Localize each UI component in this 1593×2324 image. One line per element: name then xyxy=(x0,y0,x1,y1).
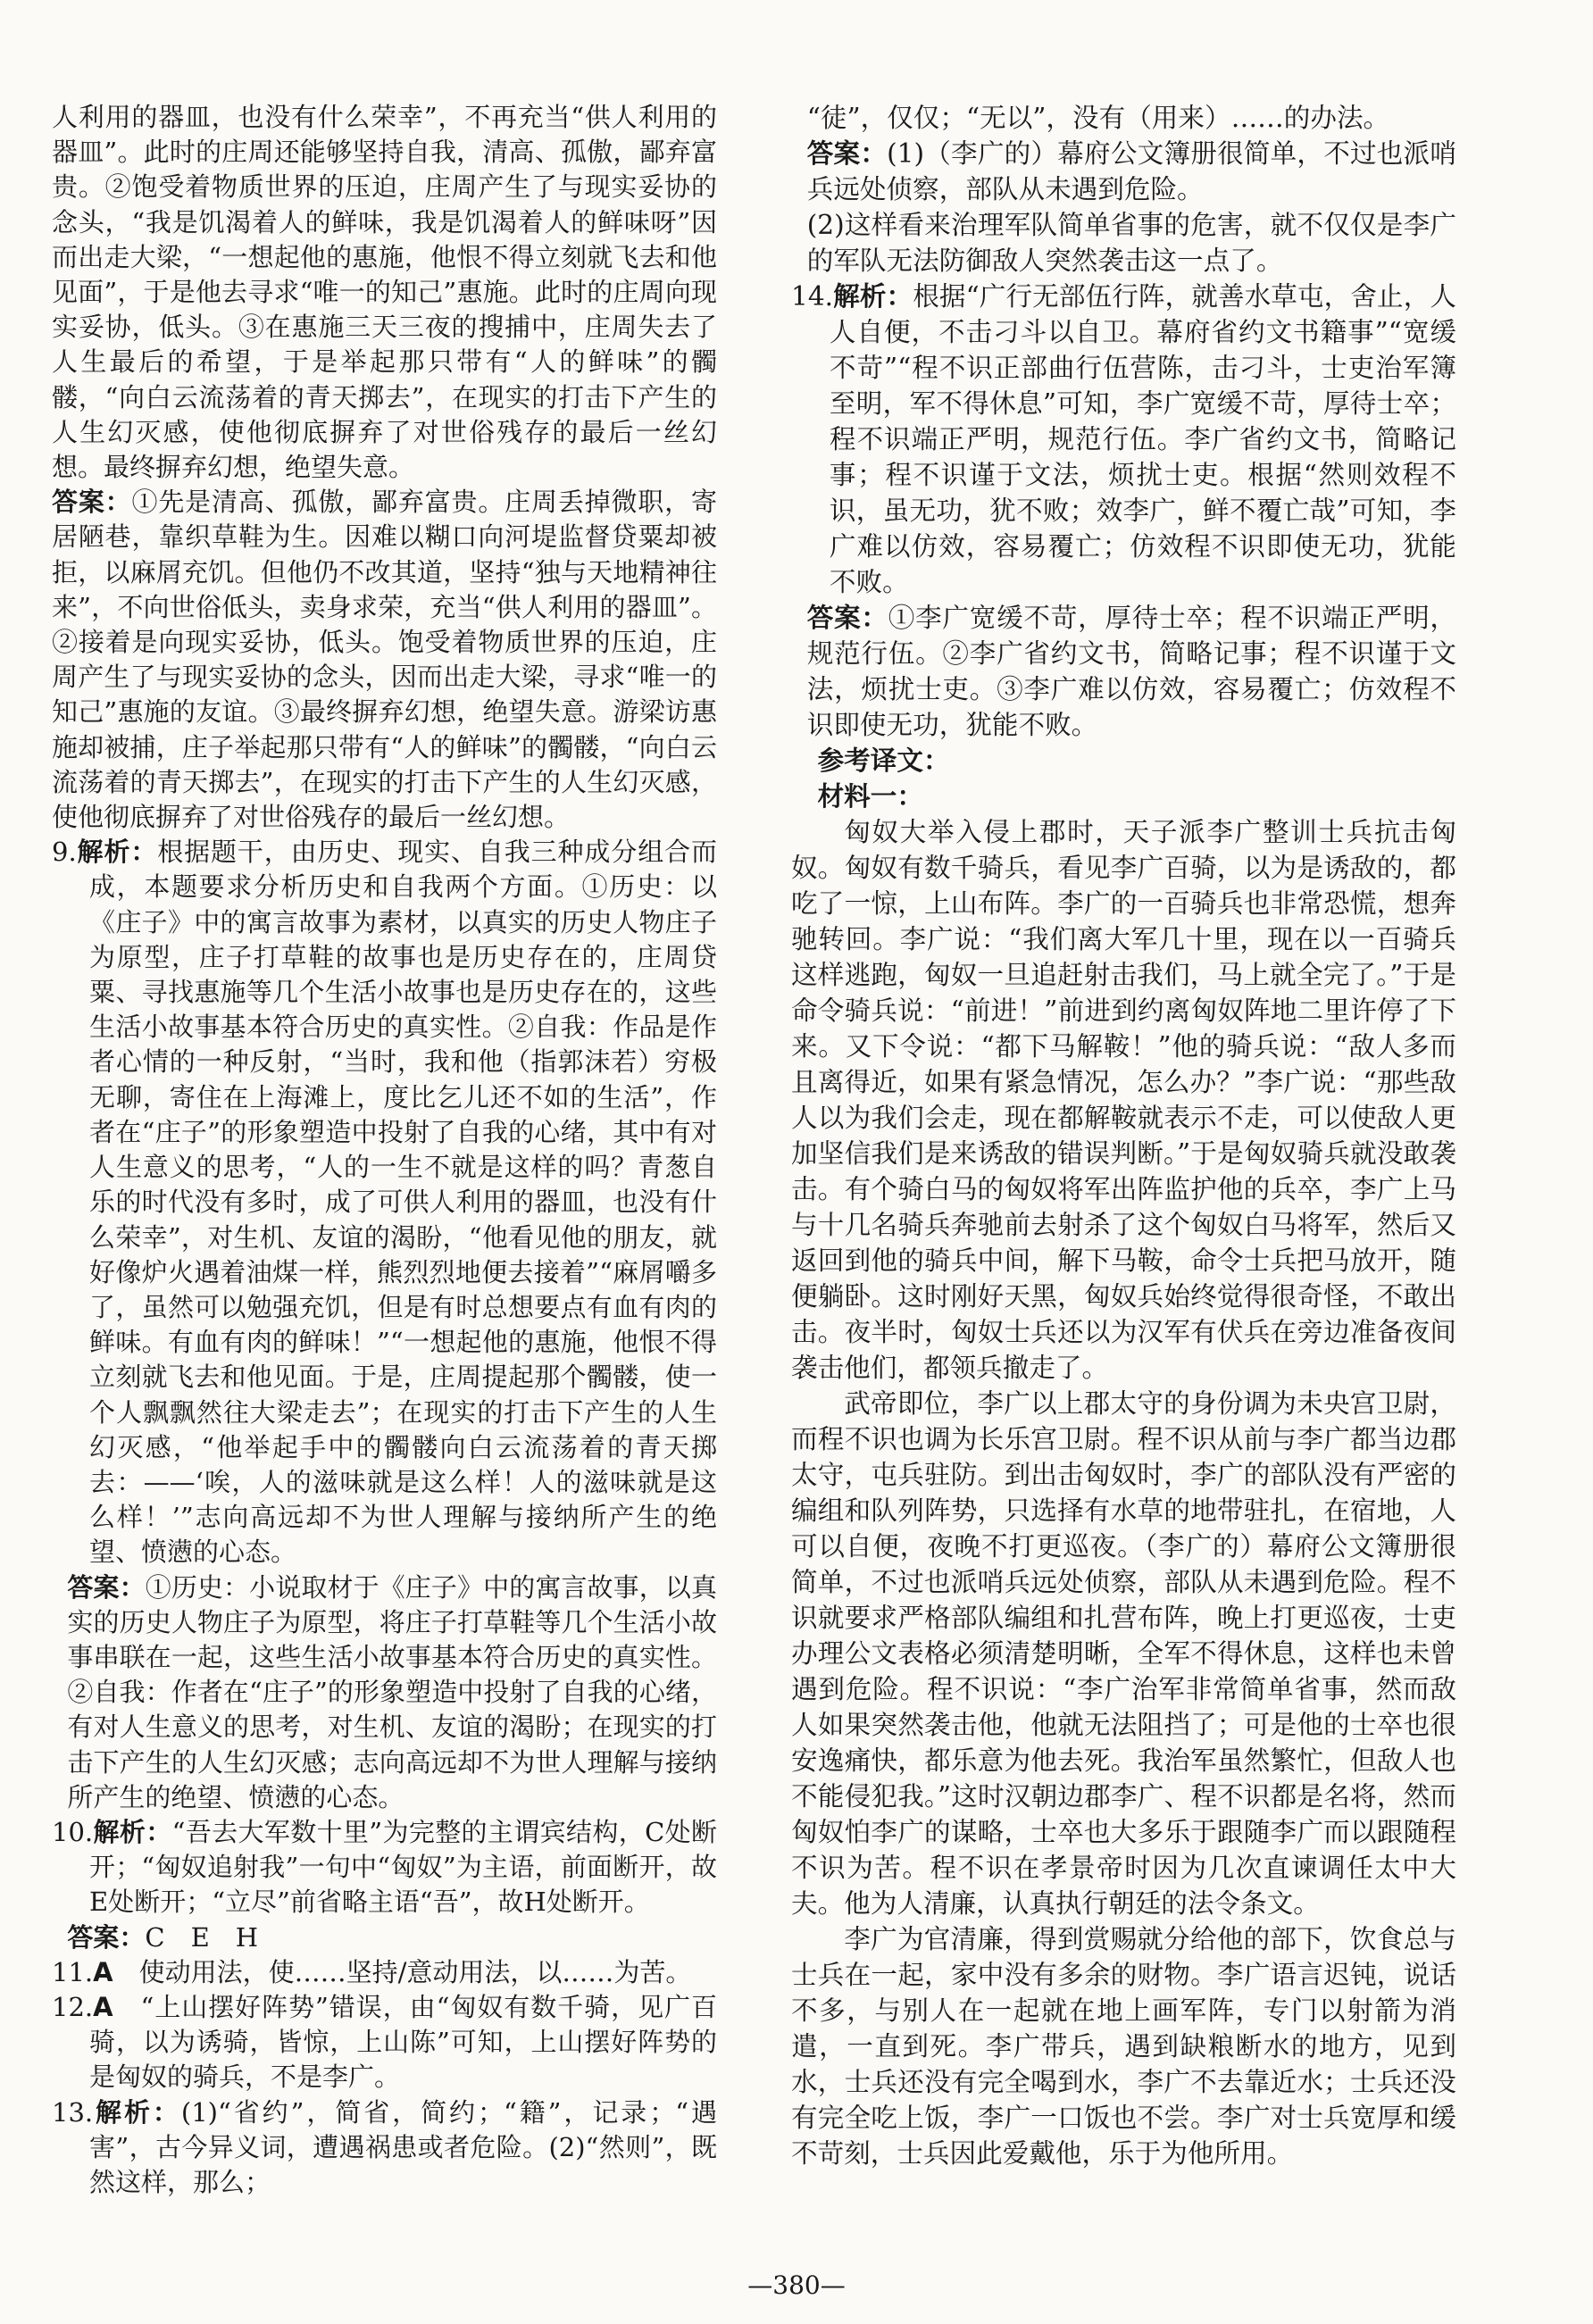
right-column xyxy=(791,100,1456,2171)
answer-text: C E H xyxy=(145,1921,259,1953)
analysis-label: 解析： xyxy=(833,281,913,312)
question-number: 13. xyxy=(52,2096,94,2128)
question-13 xyxy=(52,2095,717,2201)
question-12 xyxy=(52,1990,717,2095)
translation-paragraph-3: 李广为官清廉，得到赏赐就分给他的部下，饮食总与士兵在一起，家中没有多余的财物。李广语言迟钝，说话不多，与别人在一起就在地上画军阵，专门以射箭为消遣，一直到死。李广带兵，遇到缺粮断水的地方，见到水，士兵还没有完全喝到水，李广不去靠近水；士兵还没有完全吃上饭，李广一口饭也不尝。李广对士兵宽厚和缓不苛刻，士兵因此爱戴他，乐于为他所用。 xyxy=(791,1924,1456,2169)
question-number: 14. xyxy=(791,281,834,312)
question-9 xyxy=(52,835,717,1570)
answer-choice: A xyxy=(93,1991,113,2022)
analysis-text: “吾去大军数十里”为完整的主谓宾结构，C处断开；“匈奴追射我”一句中“匈奴”为主语，前面断开，故E处断开；“立尽”前省略主语“吾”，故H处断开。 xyxy=(89,1816,717,1918)
question-14 xyxy=(791,279,1456,600)
answer-q13 xyxy=(791,136,1456,207)
reference-translation-heading: 参考译文： xyxy=(817,746,950,776)
question-10 xyxy=(52,1815,717,1920)
analysis-label: 解析： xyxy=(93,1816,172,1847)
left-column xyxy=(52,100,717,2200)
translation-paragraph-1: 匈奴大举入侵上郡时，天子派李广整训士兵抗击匈奴。匈奴有数千骑兵，看见李广百骑，以为是诱敌的，都吃了一惊，上山布阵。李广的一百骑兵也非常恐慌，想奔驰转回。李广说：“我们离大军几十里，现在以一百骑兵这样逃跑，匈奴一旦追赶射击我们，马上就全完了。”于是命令骑兵说：“前进！”前进到约离匈奴阵地二里许停了下来。又下令说：“都下马解鞍！”他的骑兵说：“敌人多而且离得近，如果有紧急情况，怎么办？”李广说：“那些敌人以为我们会走，现在都解鞍就表示不走，可以使敌人更加坚信我们是来诱敌的错误判断。”于是匈奴骑兵就没敢袭击。有个骑白马的匈奴将军出阵监护他的兵卒，李广上马与十几名骑兵奔驰前去射杀了这个匈奴白马将军，然后又返回到他的骑兵中间，解下马鞍，命令士兵把马放开，随便躺卧。这时刚好天黑，匈奴兵始终觉得很奇怪，不敢出击。夜半时，匈奴士兵还以为汉军有伏兵在旁边准备夜间袭击他们，都领兵撤走了。 xyxy=(791,817,1456,1383)
page-number: —380— xyxy=(747,2270,846,2300)
answer-text-1: (1)（李广的）幕府公文簿册很简单，不过也派哨兵远处侦察，部队从未遇到危险。 xyxy=(806,138,1456,204)
question-11 xyxy=(52,1955,717,1990)
question-number: 9. xyxy=(52,837,77,868)
material-one-heading: 材料一： xyxy=(817,781,923,812)
analysis-label: 解析： xyxy=(93,2096,181,2128)
answer-q14 xyxy=(791,600,1456,743)
answer-text: ①历史：小说取材于《庄子》中的寓言故事，以真实的历史人物庄子为原型，将庄子打草鞋等几个生活小故事串联在一起，这些生活小故事基本符合历史的真实性。②自我：作者在“庄子”的形象塑造中投射了自我的心绪，有对人生意义的思考，对生机、友谊的渴盼；在现实的打击下产生的人生幻灭感；志向高远却不为世人理解与接纳所产生的绝望、愤懑的心态。 xyxy=(67,1571,717,1812)
analysis-text: 根据“广行无部伍行阵，就善水草屯，舍止，人人自便，不击刁斗以自卫。幕府省约文书籍事”“宽缓不苛”“程不识正部曲行伍营陈，击刁斗，士吏治军簿至明，军不得休息”可知，李广宽缓不苛，厚待士卒；程不识端正严明，规范行伍。李广省约文书，简略记事；程不识谨于文法，烦扰士吏。根据“然则效程不识，虽无功，犹不败；效李广，鲜不覆亡哉”可知，李广难以仿效，容易覆亡；仿效程不识即使无功，犹能不败。 xyxy=(829,281,1456,597)
question-number: 10. xyxy=(52,1816,94,1847)
analysis-text: “上山摆好阵势”错误，由“匈奴有数千骑，见广百骑，以为诱骑，皆惊，上山陈”可知，上山摆好阵势的是匈奴的骑兵，不是李广。 xyxy=(89,1991,717,2093)
answer-label: 答案： xyxy=(806,603,888,633)
analysis-q13-continued: “徒”，仅仅；“无以”，没有（用来）……的办法。 xyxy=(806,103,1390,133)
analysis-text: 使动用法，使……坚持/意动用法，以……为苦。 xyxy=(113,1956,692,1987)
answer-q13-part2: (2)这样看来治理军队简单省事的危害，就不仅仅是李广的军队无法防御敌人突然袭击这一点了。 xyxy=(806,210,1456,276)
analysis-label: 解析： xyxy=(76,837,158,868)
answer-text: ①李广宽缓不苛，厚待士卒；程不识端正严明，规范行伍。②李广省约文书，简略记事；程不识谨于文法，烦扰士吏。③李广难以仿效，容易覆亡；仿效程不识即使无功，犹能不败。 xyxy=(806,603,1457,740)
answer-choice: A xyxy=(93,1956,113,1987)
analysis-q8-continued: 人利用的器皿，也没有什么荣幸”，不再充当“供人利用的器皿”。此时的庄周还能够坚持自我，清高、孤傲，鄙弃富贵。②饱受着物质世界的压迫，庄周产生了与现实妥协的念头，“我是饥渴着人的鲜味，我是饥渴着人的鲜味呀”因而出走大梁，“一想起他的惠施，他恨不得立刻就飞去和他见面”，于是他去寻求“唯一的知己”惠施。此时的庄周向现实妥协，低头。③在惠施三天三夜的搜捕中，庄周失去了人生最后的希望，于是举起那只带有“人的鲜味”的髑髅，“向白云流荡着的青天掷去”，在现实的打击下产生的人生幻灭感，使他彻底摒弃了对世俗残存的最后一丝幻想。最终摒弃幻想，绝望失意。 xyxy=(52,102,717,483)
answer-q8 xyxy=(52,485,717,835)
answer-q10 xyxy=(52,1920,717,1955)
answer-label: 答案： xyxy=(52,487,132,518)
analysis-text: 根据题干，由历史、现实、自我三种成分组合而成，本题要求分析历史和自我两个方面。①历史：以《庄子》中的寓言故事为素材，以真实的历史人物庄子为原型，庄子打草鞋的故事也是历史存在的，庄周贷粟、寻找惠施等几个生活小故事也是历史存在的，这些生活小故事基本符合历史的真实性。②自我：作品是作者心情的一种反射，“当时，我和他（指郭沫若）穷极无聊，寄住在上海滩上，度比乞儿还不如的生活”，作者在“庄子”的形象塑造中投射了自我的心绪，其中有对人生意义的思考，“人的一生不就是这样的吗？青葱自乐的时代没有多时，成了可供人利用的器皿，也没有什么荣幸”，对生机、友谊的渴盼，“他看见他的朋友，就好像炉火遇着油煤一样，熊烈烈地便去接着”“麻屑嚼多了，虽然可以勉强充饥，但是有时总想要点有血有肉的鲜味。有血有肉的鲜味！”“一想起他的惠施，他恨不得立刻就飞去和他见面。于是，庄周提起那个髑髅，使一个人飘飘然往大梁走去”；在现实的打击下产生的人生幻灭感，“他举起手中的髑髅向白云流荡着的青天掷去：——‘唉，人的滋味就是这么样！人的滋味就是这么样！’”志向高远却不为世人理解与接纳所产生的绝望、愤懑的心态。 xyxy=(89,837,717,1568)
answer-text: ①先是清高、孤傲，鄙弃富贵。庄周丢掉微职，寄居陋巷，靠织草鞋为生。因难以糊口向河堤监督贷粟却被拒，以麻屑充饥。但他仍不改其道，坚持“独与天地精神往来”，不向世俗低头，卖身求荣，充当“供人利用的器皿”。②接着是向现实妥协，低头。饱受着物质世界的压迫，庄周产生了与现实妥协的念头，因而出走大梁，寻求“唯一的知己”惠施的友谊。③最终摒弃幻想，绝望失意。游梁访惠施却被捕，庄子举起那只带有“人的鲜味”的髑髅，“向白云流荡着的青天掷去”，在现实的打击下产生的人生幻灭感，使他彻底摒弃了对世俗残存的最后一丝幻想。 xyxy=(52,487,717,833)
question-number: 11. xyxy=(52,1956,94,1987)
answer-q9 xyxy=(52,1570,717,1815)
analysis-text: (1)“省约”，简省，简约；“籍”，记录；“遇害”，古今异义词，遭遇祸患或者危险。(2)“然则”，既然这样，那么； xyxy=(89,2096,717,2197)
question-number: 12. xyxy=(52,1991,94,2022)
answer-label: 答案： xyxy=(67,1921,146,1953)
answer-label: 答案： xyxy=(67,1571,146,1603)
translation-paragraph-2: 武帝即位，李广以上郡太守的身份调为未央宫卫尉，而程不识也调为长乐宫卫尉。程不识从前与李广都当边郡太守，屯兵驻防。到出击匈奴时，李广的部队没有严密的编组和队列阵势，只选择有水草的地带驻扎，在宿地，人可以自便，夜晚不打更巡夜。（李广的）幕府公文簿册很简单，不过也派哨兵远处侦察，部队从未遇到危险。程不识就要求严格部队编组和扎营布阵，晚上打更巡夜，士吏办理公文表格必须清楚明晰，全军不得休息，这样也未曾遇到危险。程不识说：“李广治军非常简单省事，然而敌人如果突然袭击他，他就无法阻挡了；可是他的士卒也很安逸痛快，都乐意为他去死。我治军虽然繁忙，但敌人也不能侵犯我。”这时汉朝边郡李广、程不识都是名将，然而匈奴怕李广的谋略，士卒也大多乐于跟随李广而以跟随程不识为苦。程不识在孝景帝时因为几次直谏调任太中大夫。他为人清廉，认真执行朝廷的法令条文。 xyxy=(791,1388,1456,1919)
answer-label: 答案： xyxy=(806,138,888,169)
